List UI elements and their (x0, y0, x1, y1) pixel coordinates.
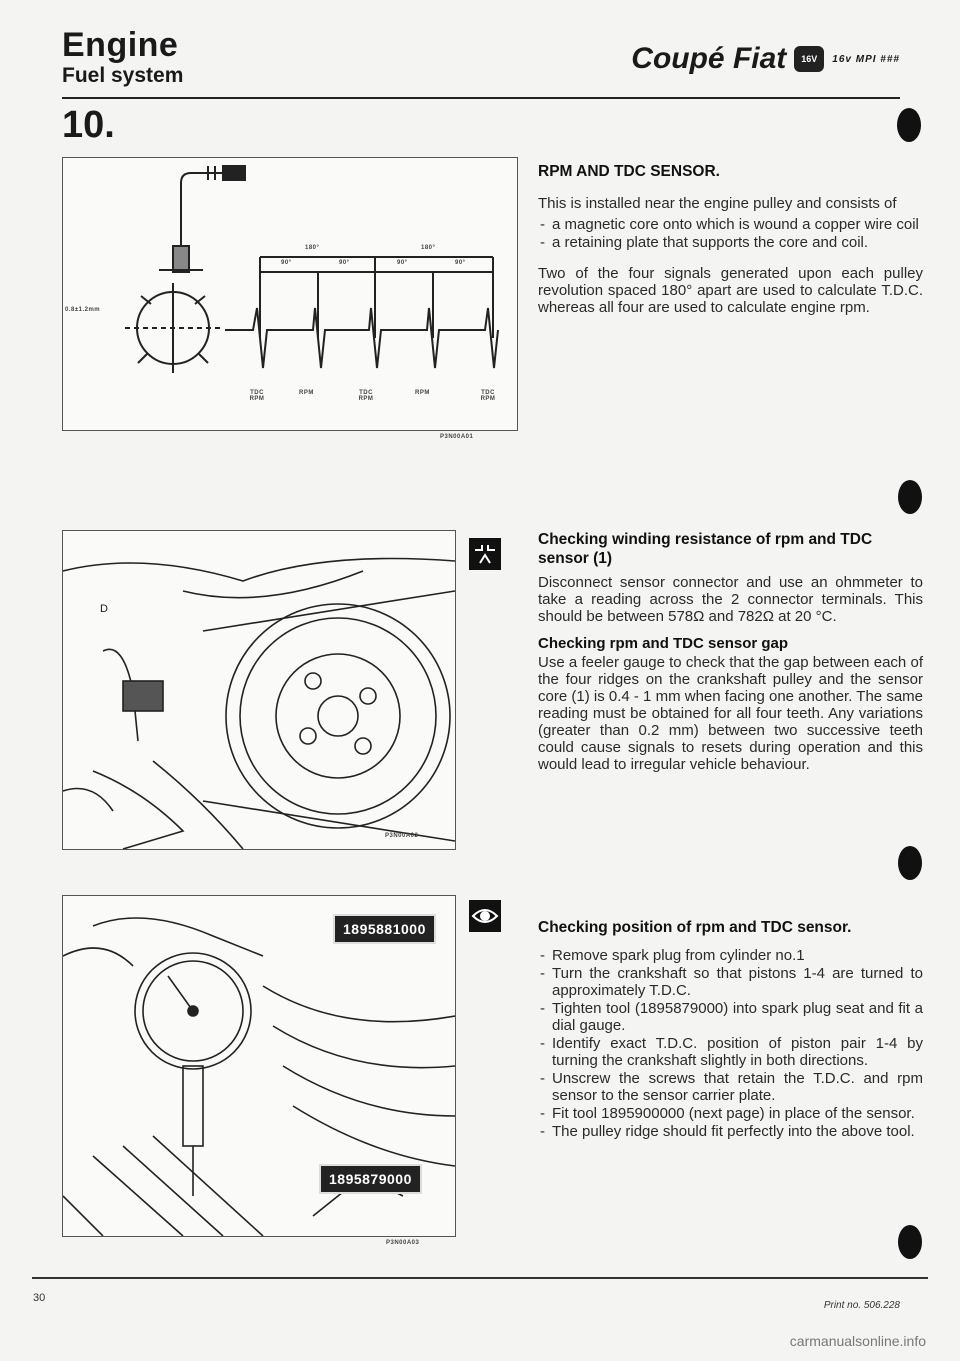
section-subtitle: Fuel system (62, 64, 184, 87)
signal-label-4: RPM (415, 390, 430, 396)
angle-label-180-2: 180° (421, 245, 436, 251)
procedure-list (538, 947, 923, 1140)
subheading: Checking rpm and TDC sensor gap (538, 635, 789, 652)
signal-label-5: TDC RPM (480, 390, 496, 402)
section-sensor-position (538, 918, 923, 1154)
angle-label-90-3: 90° (397, 260, 408, 266)
figure-pulley-check (62, 530, 456, 850)
angle-label-90-1: 90° (281, 260, 292, 266)
paragraph: Use a feeler gauge to check that the gap between each of the four ridges on the crankshaft pulley and the sensor core (1) is 0.4 - 1 mm when facing one another. The same reading must be obtained for all four teeth. Any variations (greater than 0.2 mm) between two successive teeth could cause signals to resets during operation and this would lead to irregular vehicle behaviour. (538, 654, 923, 773)
bullet-marker (898, 480, 922, 514)
page-number: 30 (33, 1292, 46, 1304)
list-item: - Tighten tool (1895879000) into spark plug seat and fit a dial gauge. (552, 1000, 923, 1034)
brand-header (631, 42, 900, 76)
brand-name: Coupé Fiat (631, 42, 787, 75)
eye-symbol-icon (469, 900, 501, 932)
paragraph: Disconnect sensor connector and use an ohmmeter to take a reading across the 2 connector terminals. This should be between 578Ω and 782Ω at 20 °C. (538, 574, 923, 625)
watermark: carmanualsonline.info (789, 1333, 926, 1349)
footer-rule (32, 1277, 928, 1279)
ohmmeter-symbol-icon (469, 538, 501, 570)
tool-label-bottom: 1895879000 (319, 1164, 422, 1194)
header-rule (62, 97, 900, 99)
list-item: - Fit tool 1895900000 (next page) in place of the sensor. (552, 1105, 923, 1122)
figure-code: P3N00A01 (440, 434, 474, 440)
angle-label-90-2: 90° (339, 260, 350, 266)
section-winding-resistance (538, 530, 923, 787)
engine-badge-icon: 16V (794, 46, 824, 72)
figure-sensor-waveform (62, 157, 518, 431)
list-item: - The pulley ridge should fit perfectly into the above tool. (552, 1123, 923, 1140)
angle-label-90-4: 90° (455, 260, 466, 266)
bullet-marker (897, 108, 921, 142)
component-list (538, 216, 923, 251)
callout-d: D (100, 603, 108, 615)
bullet-marker (898, 846, 922, 880)
list-item: - a magnetic core onto which is wound a copper wire coil (552, 216, 923, 233)
figure-code: P3N00A03 (386, 1240, 420, 1246)
section-number: 10. (62, 104, 115, 146)
section-heading: RPM AND TDC SENSOR. (538, 163, 720, 180)
angle-label-180-1: 180° (305, 245, 320, 251)
bullet-marker (898, 1225, 922, 1259)
tool-label-top: 1895881000 (333, 914, 436, 944)
print-number: Print no. 506.228 (823, 1300, 900, 1311)
list-item: - Identify exact T.D.C. position of piston pair 1-4 by turning the crankshaft slightly in both directions. (552, 1035, 923, 1069)
model-code: 16v MPI ### (832, 53, 900, 65)
list-item: - Remove spark plug from cylinder no.1 (552, 947, 923, 964)
section-rpm-tdc-sensor (538, 162, 923, 330)
signal-label-2: RPM (299, 390, 314, 396)
list-item: - Turn the crankshaft so that pistons 1-4 are turned to approximately T.D.C. (552, 965, 923, 999)
figure-dial-gauge (62, 895, 456, 1237)
section-heading: Checking position of rpm and TDC sensor. (538, 919, 852, 936)
gap-label: 0.8±1.2mm (65, 307, 101, 313)
section-title: Engine (62, 26, 179, 64)
list-item: - a retaining plate that supports the core and coil. (552, 234, 923, 251)
pulley-illustration (63, 531, 455, 849)
signal-label-3: TDC RPM (358, 390, 374, 402)
list-item: - Unscrew the screws that retain the T.D.C. and rpm sensor to the sensor carrier plate. (552, 1070, 923, 1104)
figure-code: P3N00A02 (385, 833, 419, 839)
signal-label-1: TDC RPM (249, 390, 265, 402)
paragraph: Two of the four signals generated upon each pulley revolution spaced 180° apart are used to calculate T.D.C. whereas all four are used to calculate engine rpm. (538, 265, 923, 316)
waveform-diagram (63, 158, 517, 430)
section-heading: Checking winding resistance of rpm and TDC sensor (1) (538, 531, 873, 567)
paragraph: This is installed near the engine pulley and consists of (538, 195, 897, 212)
